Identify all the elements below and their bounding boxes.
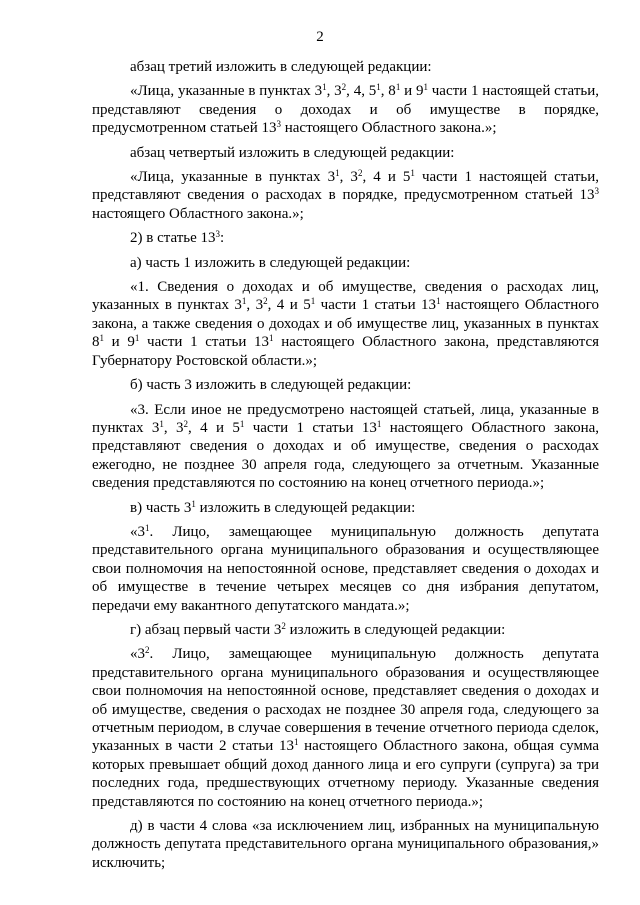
- paragraph: г) абзац первый части $3^2$ изложить в следующей редакции:: [130, 620, 506, 638]
- paragraph: «$3^1$. Лицо, замещающее муниципальную должность депутата представительного органа муниципального образования и осуществляющее свои полномочия на непостоянной основе, представляет сведения о доходах и об имуществе в течение четырех месяцев со дня избрания депутатом, передачи ему вакантного депутатского мандата.»;: [92, 522, 599, 614]
- superscript: 1: [269, 333, 274, 344]
- superscript: 2: [145, 645, 150, 656]
- superscript: 1: [293, 737, 299, 748]
- superscript: 2: [183, 418, 189, 429]
- superscript: 3: [215, 229, 221, 240]
- superscript: 1: [99, 333, 104, 344]
- superscript: 2: [263, 296, 268, 307]
- paragraph: 2) в статье $13^3$:: [130, 229, 225, 247]
- superscript: 3: [276, 119, 281, 130]
- superscript: 1: [134, 333, 140, 344]
- superscript: 1: [376, 82, 381, 93]
- paragraph: «1. Сведения о доходах и об имуществе, сведения о расходах лиц, указанных в пунктах $3^1$, $3^2$, 4 и $5^1$ части 1 статьи $13^1$ настоящего Областного закона, а также сведения о доходах и об имуществе лиц, указанных в пунктах $8^1$ и $9^1$ части 1 статьи $13^1$ настоящего Областного закона, представляются Губернатору Ростовской области.»;: [92, 279, 600, 369]
- superscript: 2: [341, 82, 347, 93]
- superscript: 1: [239, 418, 245, 429]
- superscript: 1: [310, 296, 316, 307]
- superscript: 1: [395, 82, 401, 93]
- paragraph: в) часть $3^1$ изложить в следующей редакции:: [130, 498, 416, 516]
- paragraph: б) часть 3 изложить в следующей редакции:: [130, 377, 412, 394]
- superscript: 1: [145, 522, 150, 533]
- superscript: 1: [322, 82, 327, 93]
- paragraph: а) часть 1 изложить в следующей редакции:: [130, 254, 411, 271]
- paragraph: «Лица, указанные в пунктах $3^1$, $3^2$, 4, $5^1$, $8^1$ и $9^1$ части 1 настоящей статьи, представляют сведения о доходах и об имуществе в порядке, предусмотренном статьей $13^3$ настоящего Областного закона.»;: [92, 82, 600, 137]
- superscript: 1: [335, 168, 340, 179]
- paragraph: «Лица, указанные в пунктах $3^1$, $3^2$, 4 и $5^1$ части 1 настоящей статьи, представляют сведения о расходах в порядке, предусмотренном статьей $13^3$ настоящего Областного закона.»;: [92, 168, 599, 222]
- paragraph: абзац четвертый изложить в следующей редакции:: [130, 144, 455, 161]
- document-body: [92, 58, 599, 878]
- superscript: 3: [594, 186, 599, 197]
- superscript: 1: [241, 296, 247, 307]
- paragraph: «3. Если иное не предусмотрено настоящей статьей, лица, указанные в пунктах $3^1$, $3^2$, 4 и $5^1$ части 1 статьи $13^1$ настоящего Областного закона, представляют сведения о доходах и об имуществе, сведения о расходах ежегодно, не позднее 30 апреля года, следующего за отчетным. Указанные сведения представляются по состоянию на конец отчетного периода.»;: [92, 401, 600, 492]
- superscript: 1: [191, 498, 196, 509]
- superscript: 2: [357, 168, 363, 179]
- superscript: 1: [159, 418, 164, 429]
- paragraph: д) в части 4 слова «за исключением лиц, избранных на муниципальную должность депутата представительного органа муниципального образования,» исключить;: [92, 818, 599, 871]
- superscript: 1: [423, 82, 428, 93]
- page-number: 2: [316, 29, 324, 45]
- superscript: 1: [436, 296, 441, 307]
- superscript: 1: [376, 418, 382, 429]
- superscript: 2: [281, 620, 286, 631]
- paragraph: «$3^2$. Лицо, замещающее муниципальную должность депутата представительного органа муниципального образования и осуществляющее свои полномочия на непостоянной основе, представляет сведения о доходах и об имуществе, сведения о расходах не позднее 30 апреля года, следующего за отчетным периодом, в случае совершения в течение отчетного периода сделок, указанных в части 2 статьи $13^1$ настоящего Областного закона, общая сумма которых превышает общий доход данного лица и его супруги (супруга) за три последних года, предшествующих отчетному периоду. Указанные сведения представляются по состоянию на конец отчетного периода.»;: [92, 645, 599, 810]
- paragraph: абзац третий изложить в следующей редакции:: [130, 59, 432, 75]
- superscript: 1: [410, 168, 415, 179]
